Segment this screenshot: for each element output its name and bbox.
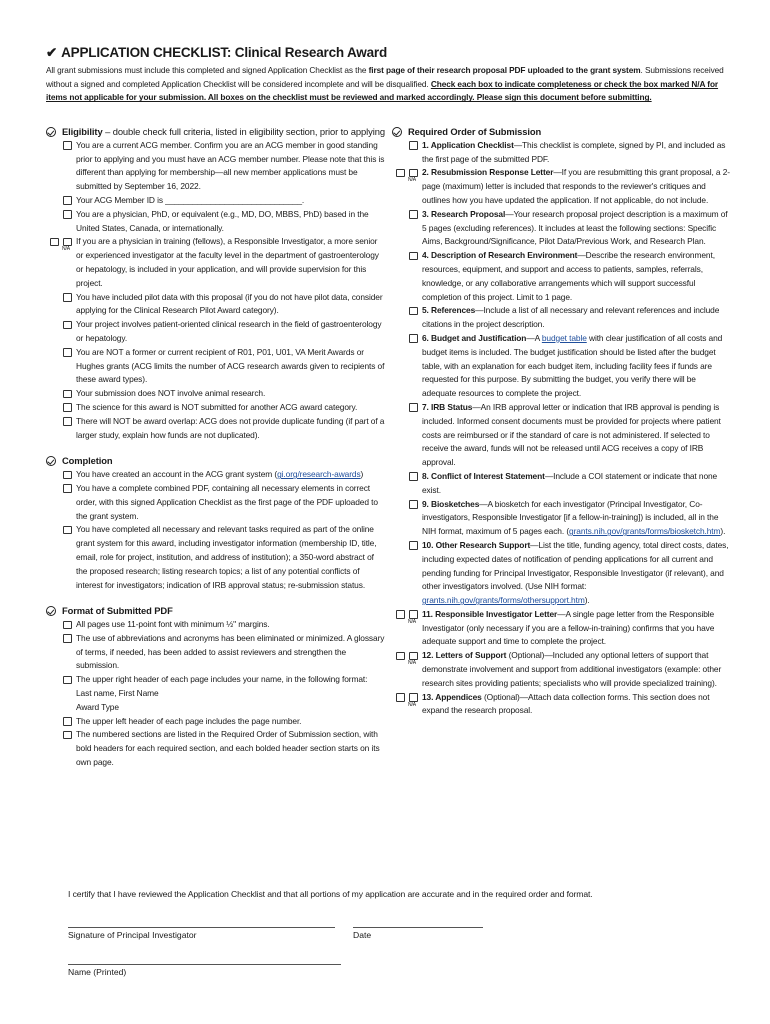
checkbox[interactable] [63,634,72,643]
completion-item-tasks [46,523,386,592]
order-item-13 [392,691,732,719]
item-text: You have included pilot data with this proposal (if you do not have pilot data, consider applying for the Clinical Research Pilot Award category). [76,291,383,316]
eligibility-item-pilot-data [46,291,386,319]
checkbox[interactable] [63,731,72,740]
na-label: N/A [408,177,417,184]
signature-line[interactable] [68,927,335,928]
eligibility-title: Eligibility [62,126,103,137]
order-item-11 [392,608,732,649]
item-text: Last name, First Name [76,688,159,699]
format-item-left-header [46,715,386,729]
item-title: 3. Research Proposal [422,208,506,219]
na-checkbox[interactable] [396,169,405,178]
check-circle-icon [46,606,56,616]
certification-statement: I certify that I have reviewed the Application Checklist and that all portions of my application are accurate and in the required order and format. [68,889,593,899]
item-title: 11. Responsible Investigator Letter [422,608,558,619]
checkbox[interactable] [63,293,72,302]
item-title: 12. Letters of Support [422,650,507,661]
checkbox[interactable] [63,348,72,357]
spacer [46,592,386,604]
signature-label: Signature of Principal Investigator [68,930,197,940]
checkbox[interactable] [409,403,418,412]
budget-table-link[interactable]: budget table [541,332,587,343]
checkbox[interactable] [63,621,72,630]
order-item-5 [392,304,732,332]
check-circle-icon [46,127,56,137]
checkbox[interactable] [409,652,418,661]
eligibility-item-no-overlap [46,415,386,443]
item-text: You have created an account in the ACG grant system ( [76,469,278,480]
checkbox[interactable] [409,210,418,219]
eligibility-item-no-animal [46,387,386,401]
order-item-6 [392,332,732,401]
item-text: ). [584,595,590,606]
format-title: Format of Submitted PDF [62,605,173,617]
checkbox[interactable] [63,526,72,535]
na-checkbox[interactable] [396,693,405,702]
format-item-font [46,618,386,632]
checkbox[interactable] [409,610,418,619]
checkbox[interactable] [409,252,418,261]
date-line[interactable] [353,927,483,928]
checkbox[interactable] [63,210,72,219]
item-text: Your project involves patient-oriented clinical research in the field of gastroenterology or hepatology. [76,319,382,343]
completion-heading [46,454,386,468]
intro-text: All grant submissions must include this completed and signed Application Checklist as the [46,65,369,75]
item-text: —An IRB approval letter or indication that IRB approval is pending is included. Informed consent documents must be provided for projects where patient costs are reimbursed or if the standard of care is not administered. If selected to receive the award, funds will not be released until ACG receives a copy of IRB approval. [422,401,721,468]
item-text: Your submission does NOT involve animal research. [76,388,266,399]
eligibility-item-physician [46,208,386,236]
item-title: 4. Description of Research Environment [422,250,578,261]
check-circle-icon [392,127,402,137]
checkbox[interactable] [409,334,418,343]
item-title: 8. Conflict of Interest Statement [422,470,545,481]
item-text: The science for this award is NOT submitted for another ACG award category. [76,401,358,412]
intro-paragraph [46,64,726,105]
checkbox[interactable] [63,141,72,150]
item-text: The upper right header of each page includes your name, in the following format: [76,674,368,685]
item-title: 7. IRB Status [422,401,473,412]
checkbox[interactable] [63,390,72,399]
item-text: You are a current ACG member. Confirm you are an ACG member in good standing prior to applying and you must have an ACG member number. Please note that this is different than applying for membership—all new member applications must be submitted by September 16, 2022. [76,139,385,192]
item-text: Your ACG Member ID is ______________________________. [76,194,305,205]
completion-item-pdf [46,482,386,523]
right-column [392,125,732,718]
checkbox[interactable] [63,403,72,412]
na-checkbox[interactable] [396,652,405,661]
item-title: 13. Appendices [422,691,482,702]
checkbox[interactable] [409,169,418,178]
order-item-7 [392,401,732,470]
checkbox[interactable] [63,676,72,685]
item-text: If you are a physician in training (fellows), a Responsible Investigator, a more senior or experienced investigator at the faculty level in the department of gastroenterology or hepatology, is included in your application, and will provide supervision for this project. [76,236,379,288]
order-heading [392,125,732,139]
checkbox[interactable] [63,417,72,426]
format-item-abbreviations [46,632,386,673]
eligibility-subtitle: – double check full criteria, listed in eligibility section, prior to applying [102,126,385,137]
item-text: —A single page letter from the Responsible Investigator (only necessary if you are a fellow-in-training) confirms that you have adequate support and time to complete the project. [422,608,715,647]
order-item-8 [392,470,732,498]
item-text: Award Type [76,701,119,712]
item-text: ). [720,526,726,537]
printed-name-label: Name (Printed) [68,967,127,977]
na-label: N/A [408,660,417,667]
item-text: You are a physician, PhD, or equivalent (e.g., MD, DO, MBBS, PhD) based in the United States, Canada, or internationally. [76,208,369,233]
order-item-3 [392,208,732,249]
printed-name-line[interactable] [68,964,341,965]
intro-instructions: Check each box to indicate completeness or check the box marked N/A for items not applicable for your submission. All boxes on the checklist must be reviewed and marked accordingly. Please sign this document before submitting. [46,78,719,103]
na-checkbox[interactable] [50,238,59,247]
check-circle-icon [46,456,56,466]
completion-title: Completion [62,455,113,467]
order-item-9 [392,498,732,539]
item-text: —This checklist is complete, signed by PI, and included as the first page of the submitted PDF. [422,139,726,164]
format-item-right-header [46,673,386,714]
title-text: APPLICATION CHECKLIST: Clinical Research Award [61,45,387,60]
order-item-1 [392,139,732,167]
na-checkbox[interactable] [396,610,405,619]
item-text: —A biosketch for each investigator (Principal Investigator, Co-investigators, Responsible Investigator [if a fellow-in-training]) is included, all in the NIH format, maximum of 5 pages each. ( [422,498,719,537]
item-text: —Your research proposal project description is a maximum of 5 pages (excluding references). It includes at least the following sections: Specific Aims, Background/Significance, Pilot Data/Previous Work, and Research Plan. [422,208,728,247]
item-text: There will NOT be award overlap: ACG does not provide duplicate funding (if part of a larger study, explain how funds are not duplicated). [76,415,385,440]
item-text: ) [360,469,364,480]
order-item-4 [392,249,732,304]
spacer [46,442,386,454]
research-awards-link[interactable]: gi.org/research-awards [277,469,361,480]
eligibility-item-membership [46,139,386,194]
biosketch-link[interactable]: grants.nih.gov/grants/forms/biosketch.htm [569,526,721,537]
eligibility-heading [46,125,386,139]
date-label: Date [353,930,372,940]
item-text: —List the title, funding agency, total direct costs, dates, including expected dates of notification of pending applications for all current and pending funding for Principal Investigator, Responsible Investigator (if relevant), and other investigators involved. (Use NIH format: [422,539,729,592]
othersupport-link[interactable]: grants.nih.gov/grants/forms/othersupport.htm [422,595,585,606]
item-text: —A [526,332,542,343]
order-item-10 [392,539,732,608]
item-text: The use of abbreviations and acronyms has been eliminated or minimized. A glossary of terms, if needed, has been added to assist reviewers and strengthen the submission. [76,632,385,671]
eligibility-item-not-other-award [46,401,386,415]
checkbox[interactable] [409,307,418,316]
checkbox[interactable] [409,693,418,702]
checkbox[interactable] [409,500,418,509]
eligibility-item-training [46,235,386,290]
item-text: with clear justification of all costs and budget items is included. The budget justification should be listed after the budget table, with an explanation for each budget item, including facility fees if funds are requested for this purpose. By submitting the budget, you verify there will be adequate resources to complete the project. [422,332,723,399]
checkbox[interactable] [63,238,72,247]
order-item-12 [392,649,732,690]
na-label: N/A [408,618,417,625]
intro-bold-text: first page of their research proposal PDF uploaded to the grant system [368,65,641,75]
item-title: 10. Other Research Support [422,539,531,550]
item-text: You have completed all necessary and relevant tasks required as part of the online grant system for this award, including investigator information (membership ID, title, email, role for project, institution, and address of institution); a 350-word abstract of the proposed research; listing research topics; a list of any potential conflicts of interest for investigators; indication of IRB approval status; re-submission status. [76,524,377,590]
checkmark-icon: ✔ [46,45,58,60]
item-text: The numbered sections are listed in the Required Order of Submission section, with bold headers for each required section, and each bolded header section starts on its own page. [76,729,380,768]
format-heading [46,604,386,618]
format-item-sections [46,728,386,769]
checkbox[interactable] [409,141,418,150]
item-text: —Include a COI statement or indicate that none exist. [422,470,718,495]
checkbox[interactable] [409,472,418,481]
eligibility-item-patient-research [46,318,386,346]
checkbox[interactable] [409,541,418,550]
item-text: All pages use 11-point font with minimum ½" margins. [76,619,270,630]
item-title: 1. Application Checklist [422,139,514,150]
eligibility-item-member-id [46,194,386,208]
na-label: N/A [62,246,71,253]
item-text: —Include a list of all necessary and relevant references and include citations in the project description. [422,305,720,330]
item-text: You have a complete combined PDF, containing all necessary elements in correct order, with this signed Application Checklist as the first page of the PDF uploaded to the grant system. [76,482,378,521]
item-title: 6. Budget and Justification [422,332,527,343]
completion-item-account [46,468,386,482]
item-text: The upper left header of each page includes the page number. [76,715,302,726]
item-text: (Optional)—Attach data collection forms. This section does not expand the research proposal. [422,691,710,716]
order-item-2 [392,166,732,207]
checkbox[interactable] [63,471,72,480]
order-title: Required Order of Submission [408,126,542,137]
page-title [46,45,387,61]
intro-text-end: . Submissions received without a signed and completed Application Checklist will be considered incomplete and will be disqualified. [46,65,724,89]
checkbox[interactable] [63,717,72,726]
item-title: 5. References [422,305,476,316]
na-label: N/A [408,701,417,708]
item-title: 9. Biosketches [422,498,480,509]
item-title: 2. Resubmission Response Letter [422,167,554,178]
item-text: You are NOT a former or current recipient of R01, P01, U01, VA Merit Awards or Hughes grants (ACG limits the number of ACG research awards given to recipients of these award types). [76,346,385,385]
checkbox[interactable] [63,196,72,205]
eligibility-item-not-recipient [46,346,386,387]
item-text: —Describe the research environment, resources, equipment, and support and access to patients, samples, referrals, knowledge, or any collaborative arrangements which will support successful completion of this project. Limit to 1 page. [422,250,715,302]
checkbox[interactable] [63,321,72,330]
left-column [46,125,386,770]
item-text: —If you are resubmitting this grant proposal, a 2-page (maximum) letter is included that responds to the reviewer's critiques and outlines how you have updated the application. If not applicable, do not include. [422,167,730,205]
item-text: (Optional)—Included any optional letters of support that demonstrate involvement and support from additional investigators (example: other research sites providing patients; specialists who will provide specialized training). [422,650,722,688]
checkbox[interactable] [63,484,72,493]
